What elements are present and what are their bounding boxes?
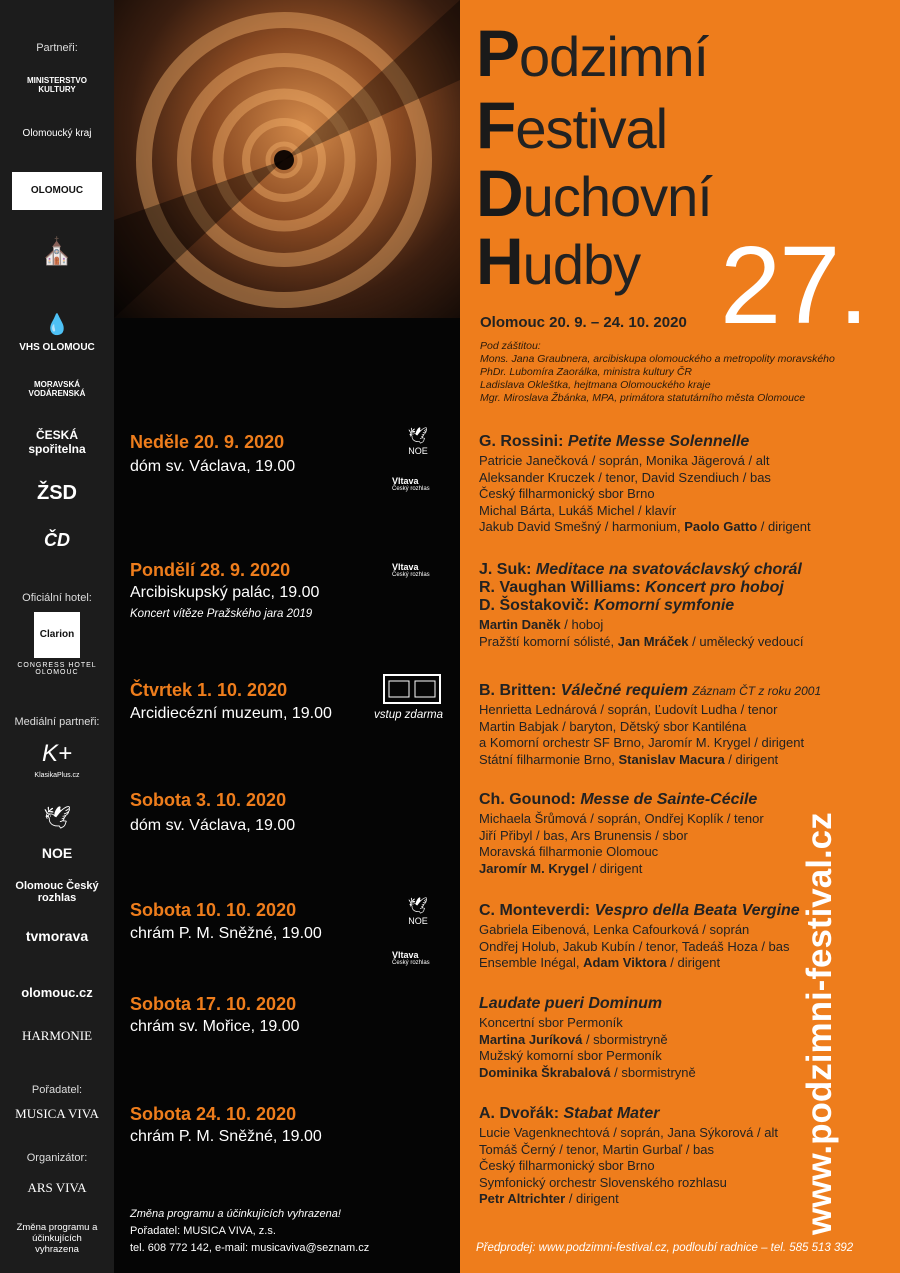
program-2: J. Suk: Meditace na svatováclavský chorál R. Vaughan Williams: Koncert pro hoboj D. Šostakovič: Komorní symfonie Martin Daněk / hoboj Pražští komorní sólisté, Jan Mráček / umělecký vedoucí: [479, 561, 804, 649]
noe-logo: NOE: [41, 845, 73, 861]
vhs-drop-icon: 💧: [44, 314, 70, 336]
harmonie-logo: HARMONIE: [21, 1028, 93, 1043]
program-7: A. Dvořák: Stabat Mater Lucie Vagenknechtová / soprán, Jana Sýkorová / alt Tomáš Černý / tenor, Martin Gurbaľ / bas Český filharmonický sbor Brno Symfonický orchestr Slovenského rozhlasu Petr Altrichter / dirigent: [479, 1105, 778, 1207]
title-line-2: Festival: [476, 88, 668, 162]
event-7-place: chrám P. M. Sněžné, 19.00: [130, 1128, 322, 1145]
title-line-4: Hudby: [476, 224, 641, 298]
media-heading: Mediální partneři:: [14, 716, 100, 728]
event-3-day: Čtvrtek 1. 10. 2020: [130, 680, 288, 700]
ars-viva-logo: ARS VIVA: [27, 1180, 87, 1195]
event-6-day: Sobota 17. 10. 2020: [130, 994, 297, 1014]
footer-contact: tel. 608 772 142, e-mail: musicaviva@seznam.cz: [130, 1242, 370, 1254]
event-4-day: Sobota 3. 10. 2020: [130, 790, 287, 810]
olomouc-cz-logo: olomouc.cz: [21, 985, 93, 1000]
edition-number: 27.: [720, 224, 867, 347]
dove-icon: 🕊: [407, 428, 429, 445]
festival-dates: Olomouc 20. 9. – 24. 10. 2020: [480, 314, 687, 331]
zsd-logo: ŽSD: [37, 482, 77, 504]
noe-badge-2: 🕊 NOE: [398, 896, 438, 926]
title-line-1: Podzimní: [476, 16, 709, 90]
film-strip-icon: [382, 674, 442, 706]
dove-icon: 🕊: [407, 898, 429, 915]
presale-info: Předprodej: www.podzimni-festival.cz, podloubí radnice – tel. 585 513 392: [476, 1242, 854, 1254]
clarion-subtitle: CONGRESS HOTEL OLOMOUC: [17, 662, 97, 676]
program-1: G. Rossini: Petite Messe Solennelle Patricie Janečková / soprán, Monika Jägerová / alt Aleksander Kruczek / tenor, David Szendiuch / bas Český filharmonický sbor Brno Michal Bárta, Lukáš Michel / klavír Jakub David Smešný / harmonium, Paolo Gatto / dirigent: [479, 433, 811, 535]
event-4-place: dóm sv. Václava, 19.00: [130, 817, 296, 834]
organizer-heading: Pořadatel:: [31, 1084, 83, 1096]
dove-icon: 🕊: [43, 805, 71, 830]
program-3: B. Britten: Válečné requiem Záznam ČT z roku 2001 Henrietta Lednárová / soprán, Ľudovít Ludha / tenor Martin Babjak / baryton, Dětský sbor Kantiléna a Komorní orchestr SF Brno, Jaromír M. Krygel / dirigent Státní filharmonie Brno, Stanislav Macura / dirigent: [479, 682, 822, 767]
event-3-place: Arcidiecézní muzeum, 19.00: [130, 705, 332, 722]
staircase-photo: [114, 0, 460, 318]
event-7-day: Sobota 24. 10. 2020: [130, 1104, 297, 1124]
clarion-logo: Clarion: [34, 612, 80, 658]
event-2-note: Koncert vítěze Pražského jara 2019: [130, 608, 313, 620]
event-5-day: Sobota 10. 10. 2020: [130, 900, 297, 920]
noe-badge-1: 🕊 NOE: [398, 426, 438, 456]
ministry-logo: MINISTERSTVO KULTURY: [26, 76, 87, 94]
program-6: Laudate pueri Dominum Koncertní sbor Permoník Martina Juríková / sbormistryně Mužský komorní sbor Permoník Dominika Škrabalová / sbormistryně: [479, 995, 696, 1080]
klasikaplus-logo: KlasikaPlus.cz: [34, 772, 80, 779]
olomoucky-kraj-logo: Olomoucký kraj: [22, 128, 92, 139]
organizator-heading: Organizátor:: [26, 1152, 88, 1164]
event-1-place: dóm sv. Václava, 19.00: [130, 458, 296, 475]
vltava-badge-2: Vltava Český rozhlas: [392, 562, 430, 578]
vhs-olomouc-logo: VHS OLOMOUC: [19, 342, 95, 353]
event-2-day: Pondělí 28. 9. 2020: [130, 560, 291, 580]
olomouc-city-logo: OLOMOUC: [12, 172, 102, 210]
tvmorava-logo: tvmorava: [25, 928, 89, 944]
footer-organizer: Pořadatel: MUSICA VIVA, z.s.: [130, 1225, 276, 1237]
program-5: C. Monteverdi: Vespro della Beata Vergine Gabriela Eibenová, Lenka Cafourková / soprán Ondřej Holub, Jakub Kubín / tenor, Tadeáš Hoza / bas Ensemble Inégal, Adam Viktora / dirigent: [479, 902, 800, 971]
vltava-badge-3: Vltava Český rozhlas: [392, 950, 430, 966]
festival-url[interactable]: www.podzimni-festival.cz: [800, 812, 839, 1235]
cd-logo: ČD: [44, 530, 70, 550]
ceska-sporitelna-logo: ČESKÁ spořitelna: [28, 428, 86, 456]
program-4: Ch. Gounod: Messe de Sainte-Cécile Michaela Šrůmová / soprán, Ondřej Koplík / tenor Jiří Přibyl / bas, Ars Brunensis / sbor Moravská filharmonie Olomouc Jaromír M. Krygel / dirigent: [479, 791, 764, 876]
partners-sidebar: [0, 0, 114, 1273]
archdiocese-crest-icon: ⛪: [40, 236, 74, 266]
hotel-heading: Oficiální hotel:: [22, 592, 92, 604]
event-6-place: chrám sv. Mořice, 19.00: [130, 1018, 300, 1035]
event-5-place: chrám P. M. Sněžné, 19.00: [130, 925, 322, 942]
klasikaplus-k-icon: K+: [41, 740, 73, 767]
moravska-vodarenska-logo: MORAVSKÁ VODÁRENSKÁ: [28, 380, 86, 398]
event-1-day: Neděle 20. 9. 2020: [130, 432, 285, 452]
footer-change-note: Změna programu a účinkujících vyhrazena!: [130, 1208, 341, 1220]
vltava-badge-1: Vltava Český rozhlas: [392, 476, 430, 492]
musica-viva-logo: MUSICA VIVA: [15, 1106, 99, 1121]
partners-heading: Partneři:: [36, 42, 78, 54]
sidebar-change-note: Změna programu a účinkujících vyhrazena: [16, 1222, 98, 1255]
event-2-place: Arcibiskupský palác, 19.00: [130, 584, 320, 601]
patronage: Pod záštitou: Mons. Jana Graubnera, arcibiskupa olomouckého a metropolity moravského PhDr. Lubomíra Zaorálka, ministra kultury ČR Ladislava Okleštka, hejtmana Olomouckého kraje Mgr. Miroslava Žbánka, MPA, primátora statutárního města Olomouce: [480, 340, 835, 404]
free-entry-note: vstup zdarma: [374, 709, 444, 721]
title-line-3: Duchovní: [476, 156, 712, 230]
cro-olomouc-logo: Olomouc Český rozhlas: [15, 880, 99, 904]
